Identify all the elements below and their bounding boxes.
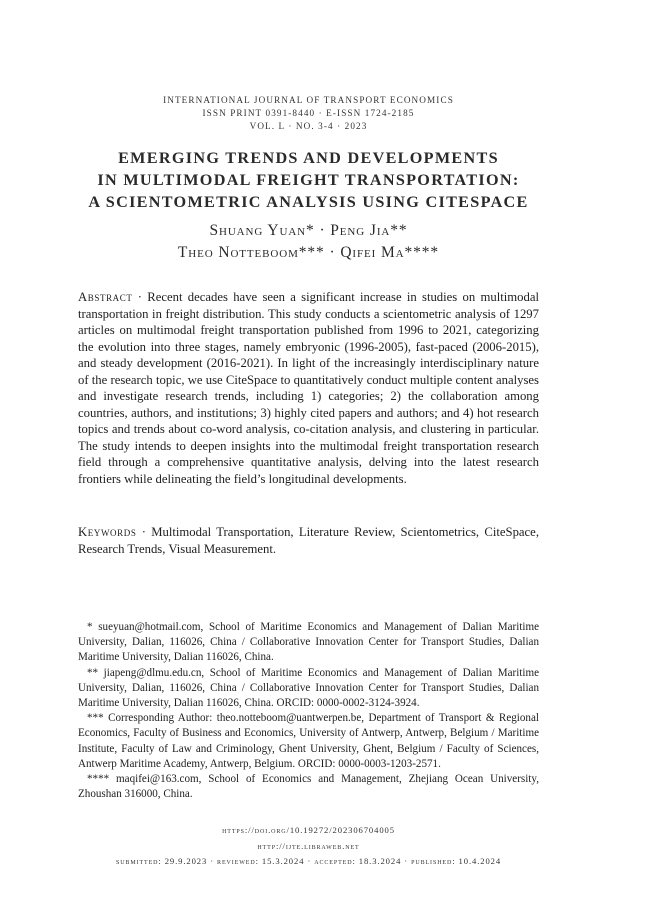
abstract-label: Abstract [78, 290, 133, 304]
keywords-label: Keywords [78, 525, 137, 539]
authors-line-2: Theo Notteboom*** · Qifei Ma**** [177, 244, 440, 261]
title-line-1: EMERGING TRENDS AND DEVELOPMENTS [118, 149, 499, 167]
keywords-separator: · [136, 525, 152, 539]
abstract-text: Recent decades have seen a significant increase in studies on multimodal transportation in freight distribution. This study conducts a scientometric analysis of 1297 articles on multimodal freight transportation published from 1996 to 2021, categorizing the evolution into three stages, namely embryonic (1996-2005), fast-paced (2006-2015), and steady development (2016-2021). In light of the increasingly interdisciplinary nature of the research topic, we use CiteSpace to quantitatively conduct multiple content analyses and investigate research trends, including 1) categories; 2) the collaboration among countries, authors, and institutions; 3) highly cited papers and authors; and 4) hot research topics and trends about co-word analysis, co-citation analysis, and clustering in particular. The study intends to deepen insights into the multimodal freight transportation research field through a comprehensive quantitative analysis, delving into the latest research frontiers while delineating the field’s longitudinal developments. [78, 290, 539, 486]
article-title [78, 147, 539, 213]
author-footnotes [78, 620, 539, 802]
abstract-separator: · [132, 290, 148, 304]
issn-line: ISSN PRINT 0391-8440 · E-ISSN 1724-2185 [202, 108, 415, 118]
keywords-text: Multimodal Transportation, Literature Review, Scientometrics, CiteSpace, Research Trends, Visual Measurement. [78, 525, 539, 556]
journal-header [78, 94, 539, 133]
journal-url-link[interactable]: http://ijte.libraweb.net [257, 840, 360, 851]
footnote-author-3: *** Corresponding Author: theo.notteboom@uantwerpen.be, Department of Transport & Regional Economics, Faculty of Business and Economics, University of Antwerp, Antwerp, Belgium / Maritime Institute, Faculty of Law and Criminology, Ghent University, Ghent, Belgium / Faculty of Sciences, Antwerp Maritime Academy, Antwerp, Belgium. ORCID: 0000-0003-1203-2571. [78, 712, 539, 770]
doi-link[interactable]: https://doi.org/10.19272/202306704005 [222, 825, 395, 835]
abstract [78, 289, 539, 487]
footnote-author-1: * sueyuan@hotmail.com, School of Maritime Economics and Management of Dalian Maritime University, Dalian, 116026, China / Collaborative Innovation Center for Transport Studies, Dalian Maritime University, Dalian 116026, China. [78, 621, 539, 664]
publication-footer [78, 823, 539, 870]
keywords [78, 524, 539, 557]
footnote-author-4: **** maqifei@163.com, School of Economics and Management, Zhejiang Ocean University, Zhoushan 316000, China. [78, 773, 539, 801]
title-line-2: IN MULTIMODAL FREIGHT TRANSPORTATION: [97, 171, 520, 189]
volume-line: VOL. L · NO. 3-4 · 2023 [249, 121, 368, 131]
author-list [78, 220, 539, 264]
authors-line-1: Shuang Yuan* · Peng Jia** [209, 222, 408, 239]
article-first-page [78, 0, 539, 922]
publication-dates: submitted: 29.9.2023 · reviewed: 15.3.2024 · accepted: 18.3.2024 · published: 10.4.2024 [115, 856, 502, 866]
title-line-3: A SCIENTOMETRIC ANALYSIS USING CITESPACE [88, 193, 529, 211]
footnote-author-2: ** jiapeng@dlmu.edu.cn, School of Maritime Economics and Management of Dalian Maritime University, Dalian, 116026, China / Collaborative Innovation Center for Transport Studies, Dalian Maritime University, Dalian 116026, China. ORCID: 0000-0002-3124-3924. [78, 666, 539, 710]
journal-name: INTERNATIONAL JOURNAL OF TRANSPORT ECONOMICS [163, 95, 454, 105]
